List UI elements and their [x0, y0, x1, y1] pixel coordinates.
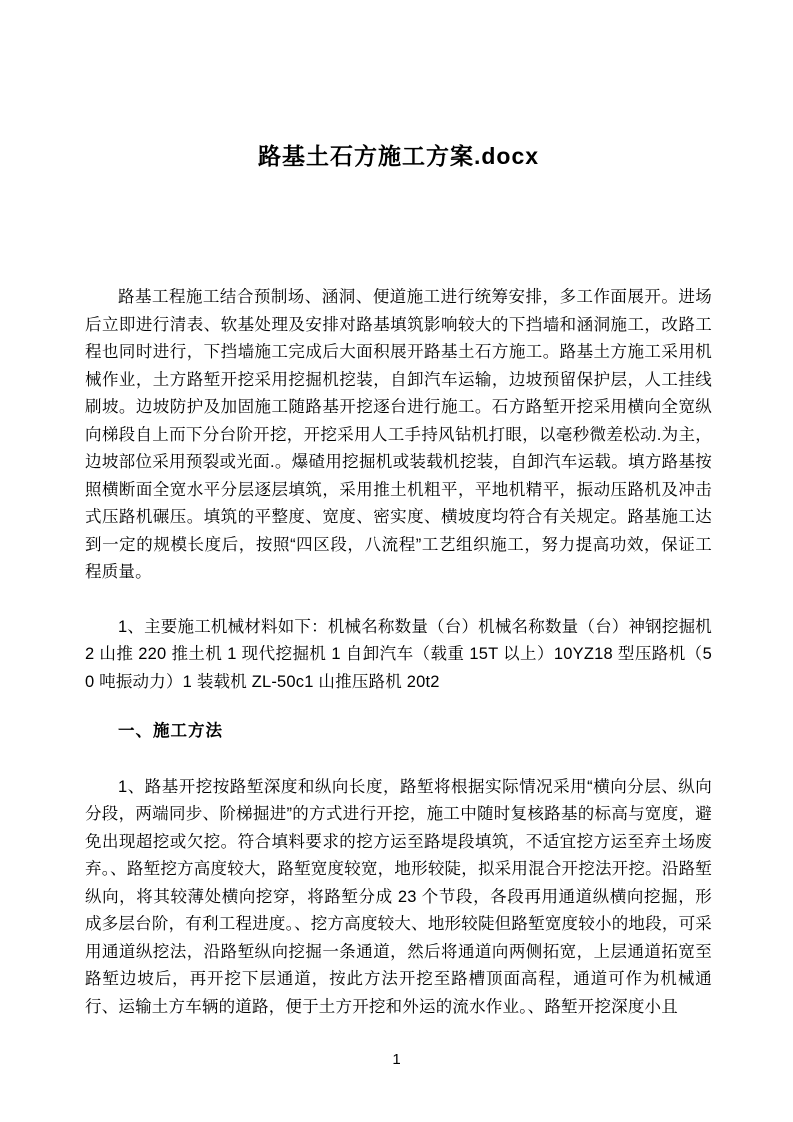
page-number: 1: [392, 1051, 401, 1068]
paragraph-construction-method: 1、路基开挖按路堑深度和纵向长度，路堑将根据实际情况采用“横向分层、纵向分段，两端同步、阶梯掘进”的方式进行开挖，施工中随时复核路基的标高与宽度，避免出现超挖或欠挖。符合填料要求的挖方运至路堤段填筑，不适宜挖方运至弃土场废弃。、路堑挖方高度较大，路堑宽度较宽，地形较陡，拟采用混合开挖法开挖。沿路堑纵向，将其较薄处横向挖穿，将路堑分成 23 个节段，各段再用通道纵横向挖掘，形成多层台阶，有利工程进度。、挖方高度较大、地形较陡但路堑宽度较小的地段，可采用通道纵挖法，沿路堑纵向挖掘一条通道，然后将通道向两侧拓宽，上层通道拓宽至路堑边坡后，再开挖下层通道，按此方法开挖至路槽顶面高程，通道可作为机械通行、运输土方车辆的道路，便于土方开挖和外运的流水作业。、路堑开挖深度小且: [85, 777, 712, 1016]
paragraph-machinery-list: 1、主要施工机械材料如下：机械名称数量（台）机械名称数量（台）神钢挖掘机 2 山推 220 推土机 1 现代挖掘机 1 自卸汽车（载重 15T 以上）10YZ18 型压路机（50 吨振动力）1 装载机 ZL-50c1 山推压路机 20t2: [85, 617, 712, 691]
document-title: 路基土石方施工方案.docx: [257, 143, 540, 169]
paragraph-intro: 路基工程施工结合预制场、涵洞、便道施工进行统筹安排，多工作面展开。进场后立即进行清表、软基处理及安排对路基填筑影响较大的下挡墙和涵洞施工，改路工程也同时进行，下挡墙施工完成后大面积展开路基土石方施工。路基土方施工采用机械作业，土方路堑开挖采用挖掘机挖装，自卸汽车运输，边坡预留保护层，人工挂线刷坡。边坡防护及加固施工随路基开挖逐台进行施工。石方路堑开挖采用横向全宽纵向梯段自上而下分台阶开挖，开挖采用人工手持风钻机打眼，以毫秒微差松动.为主，边坡部位采用预裂或光面.。爆碴用挖掘机或装载机挖装，自卸汽车运载。填方路基按照横断面全宽水平分层逐层填筑，采用推土机粗平，平地机精平，振动压路机及冲击式压路机碾压。填筑的平整度、宽度、密实度、横坡度均符合有关规定。路基施工达到一定的规模长度后，按照“四区段，八流程”工艺组织施工，努力提高功效，保证工程质量。: [85, 288, 712, 581]
document-content: [85, 0, 712, 1021]
section-heading-construction-method: 一、施工方法: [118, 722, 223, 740]
